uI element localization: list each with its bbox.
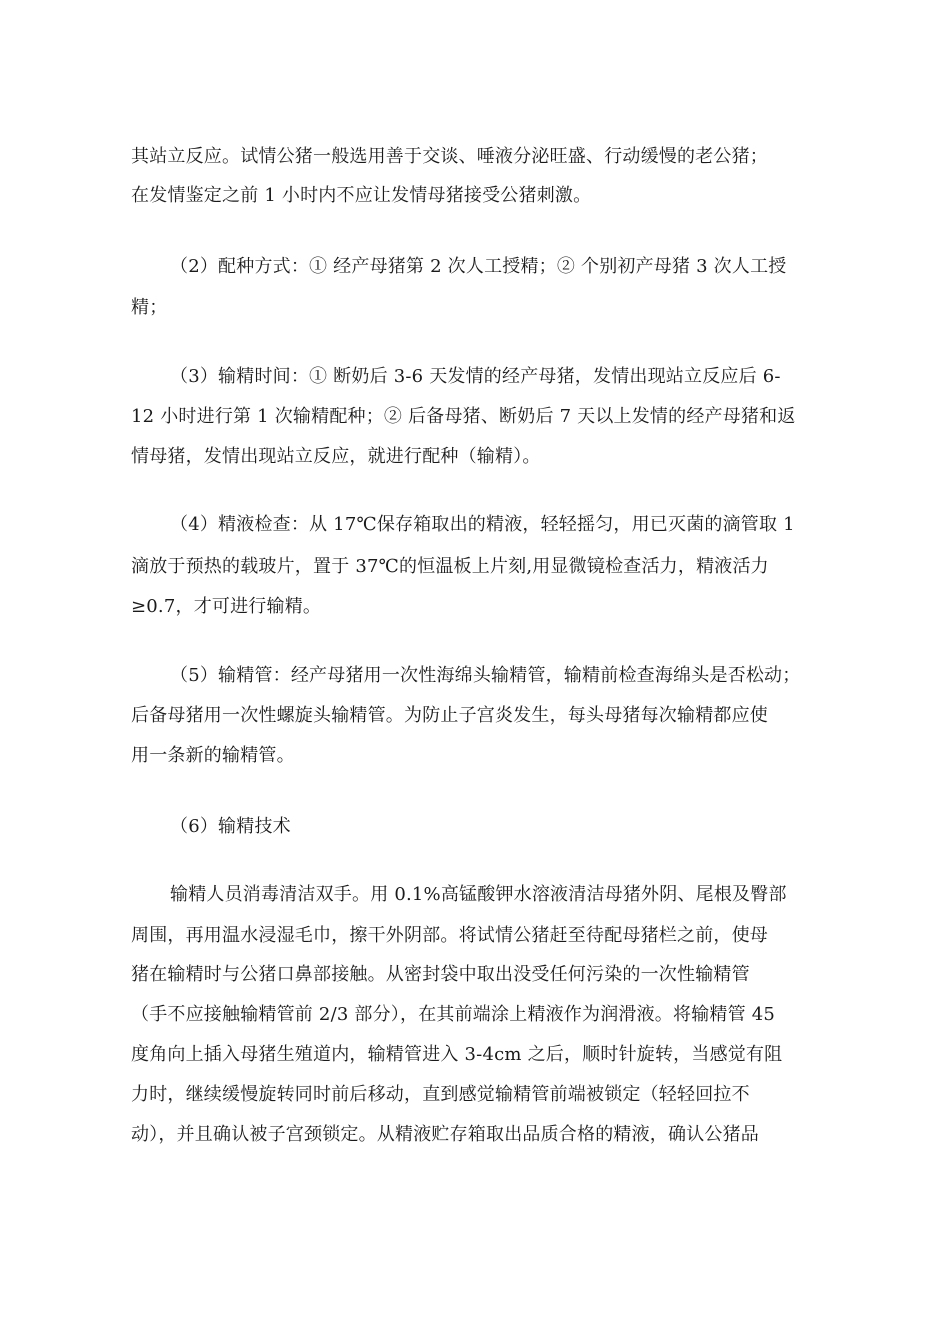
intro-line-1: 其站立反应。试情公猪一般选用善于交谈、唾液分泌旺盛、行动缓慢的老公猪； (131, 146, 768, 167)
section-5-line-2: 后备母猪用一次性螺旋头输精管。为防止子宫炎发生，每头母猪每次输精都应使 (131, 705, 768, 726)
section-2-line-1: （2）配种方式：① 经产母猪第 2 次人工授精；② 个别初产母猪 3 次人工授 (170, 256, 787, 277)
section-6-heading: （6）输精技术 (170, 816, 291, 837)
section-5-line-3: 用一条新的输精管。 (131, 745, 295, 766)
technique-line-5: 度角向上插入母猪生殖道内，输精管进入 3-4cm 之后，顺时针旋转，当感觉有阻 (131, 1044, 783, 1065)
technique-line-6: 力时，继续缓慢旋转同时前后移动，直到感觉输精管前端被锁定（轻轻回拉不 (131, 1084, 750, 1105)
section-4-line-3: ≥0.7，才可进行输精。 (131, 596, 322, 617)
section-3-line-1: （3）输精时间：① 断奶后 3-6 天发情的经产母猪，发情出现站立反应后 6- (170, 366, 781, 387)
section-4-line-2: 滴放于预热的载玻片，置于 37℃的恒温板上片刻,用显微镜检查活力，精液活力 (131, 556, 769, 577)
section-3-line-2: 12 小时进行第 1 次输精配种；② 后备母猪、断奶后 7 天以上发情的经产母猪和返 (131, 406, 796, 427)
section-3-line-3: 情母猪，发情出现站立反应，就进行配种（输精）。 (131, 446, 541, 467)
technique-line-7: 动），并且确认被子宫颈锁定。从精液贮存箱取出品质合格的精液，确认公猪品 (131, 1124, 759, 1145)
section-4-line-1: （4）精液检查：从 17℃保存箱取出的精液，轻轻摇匀，用已灭菌的滴管取 1 (170, 514, 795, 535)
technique-line-4: （手不应接触输精管前 2/3 部分），在其前端涂上精液作为润滑液。将输精管 45 (131, 1004, 776, 1025)
section-2-line-2: 精； (131, 297, 168, 318)
technique-line-1: 输精人员消毒清洁双手。用 0.1%高锰酸钾水溶液清洁母猪外阴、尾根及臀部 (170, 884, 787, 905)
technique-line-2: 周围，再用温水浸湿毛巾，擦干外阴部。将试情公猪赶至待配母猪栏之前，使母 (131, 925, 768, 946)
technique-line-3: 猪在输精时与公猪口鼻部接触。从密封袋中取出没受任何污染的一次性输精管 (131, 964, 750, 985)
intro-line-2: 在发情鉴定之前 1 小时内不应让发情母猪接受公猪刺激。 (131, 185, 592, 206)
section-5-line-1: （5）输精管：经产母猪用一次性海绵头输精管，输精前检查海绵头是否松动； (170, 665, 801, 686)
